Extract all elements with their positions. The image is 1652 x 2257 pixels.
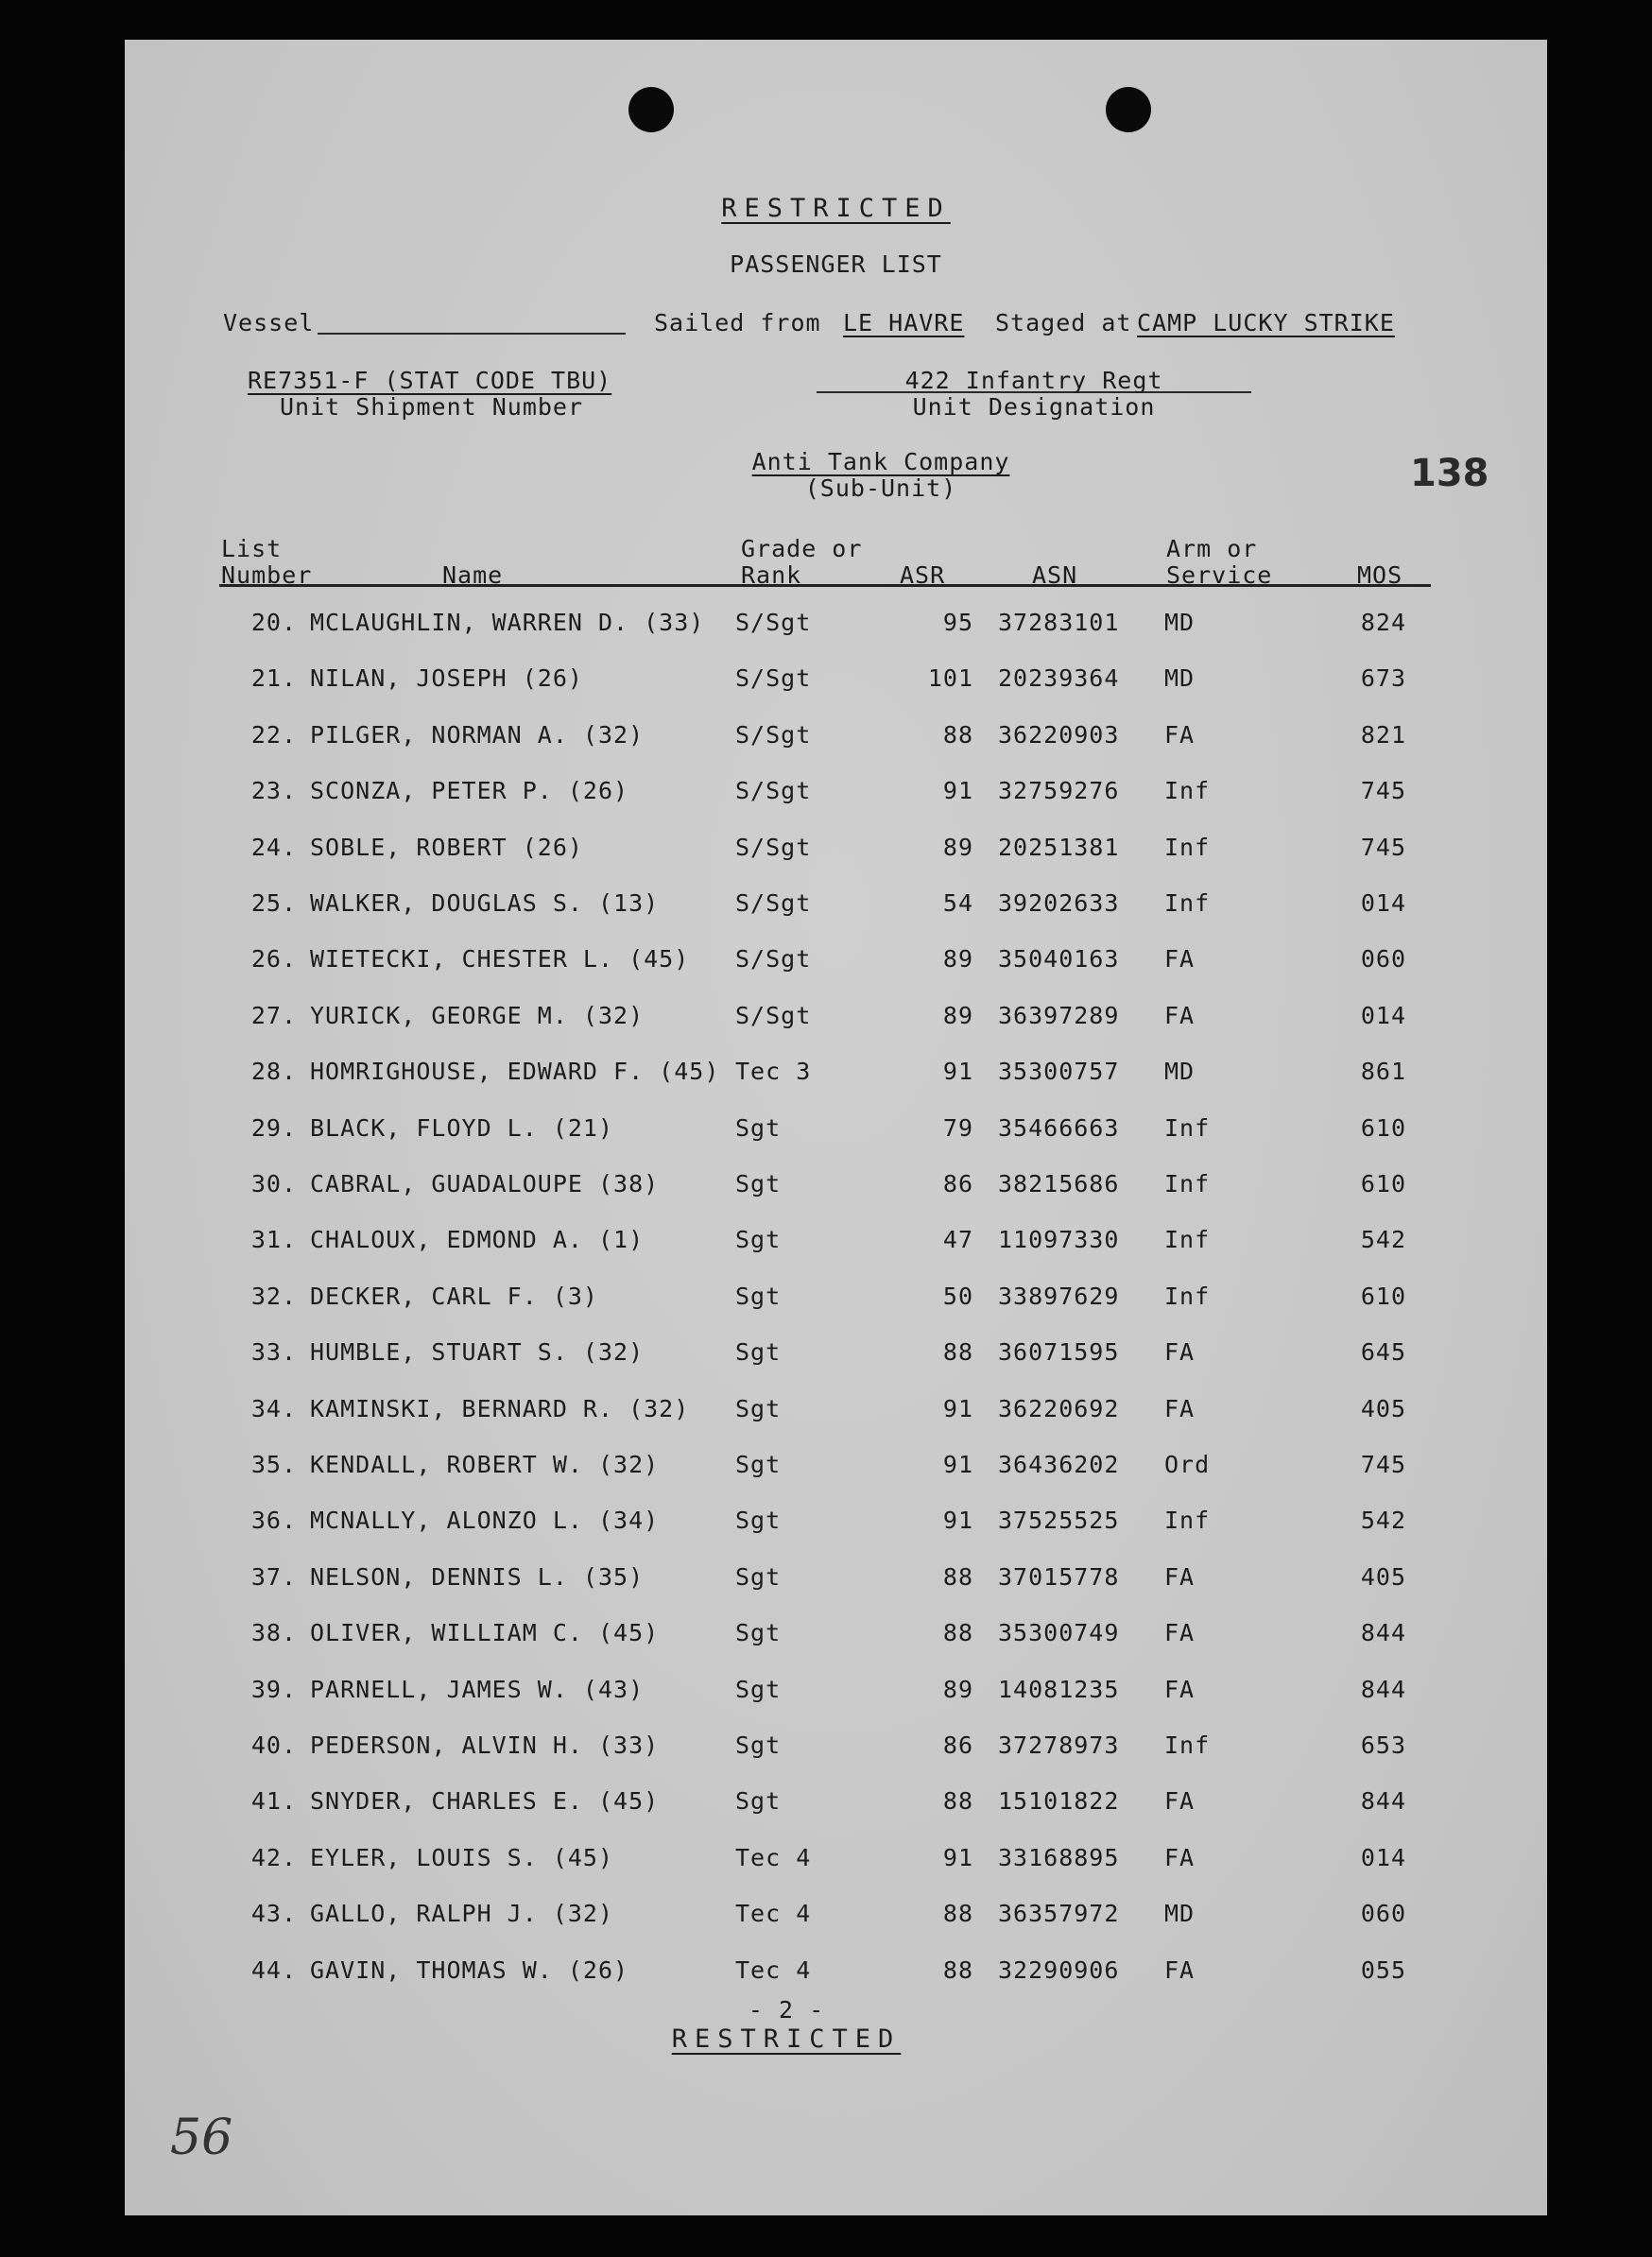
mos-code: 610	[1360, 1170, 1406, 1197]
table-row	[125, 1058, 1547, 1095]
passenger-name: KAMINSKI, BERNARD R. (32)	[310, 1394, 690, 1422]
passenger-name: DECKER, CARL F. (3)	[310, 1282, 598, 1310]
col-mos: MOS	[1357, 561, 1403, 589]
arm-service: FA	[1164, 1001, 1196, 1029]
list-number: 26.	[250, 945, 297, 973]
table-row	[125, 1787, 1547, 1825]
asr-score: 91	[942, 1843, 973, 1871]
mos-code: 060	[1360, 945, 1406, 973]
col-asn: ASN	[1032, 561, 1078, 589]
table-row	[125, 1395, 1547, 1433]
table-row	[125, 945, 1547, 983]
asn-number: 35300757	[998, 1058, 1120, 1086]
mos-code: 821	[1360, 720, 1406, 749]
col-name: Name	[442, 561, 504, 589]
mos-code: 745	[1360, 777, 1406, 805]
grade-rank: S/Sgt	[735, 1001, 812, 1029]
list-number: 31.	[250, 1226, 297, 1254]
asr-score: 89	[942, 1001, 973, 1029]
passenger-name: GALLO, RALPH J. (32)	[310, 1900, 614, 1928]
list-number: 34.	[250, 1394, 297, 1422]
grade-rank: S/Sgt	[735, 889, 812, 917]
asr-score: 88	[942, 1900, 973, 1928]
table-row	[125, 721, 1547, 759]
table-row	[125, 1114, 1547, 1152]
asn-number: 37278973	[998, 1732, 1120, 1759]
grade-rank: Sgt	[735, 1451, 782, 1478]
list-number: 39.	[250, 1675, 297, 1703]
asr-score: 88	[942, 720, 973, 749]
list-number: 38.	[250, 1619, 297, 1647]
passenger-name: CABRAL, GUADALOUPE (38)	[310, 1170, 660, 1197]
asr-score: 89	[942, 1675, 973, 1703]
asr-score: 88	[942, 1787, 973, 1816]
list-number: 41.	[250, 1787, 297, 1816]
passenger-name: SNYDER, CHARLES E. (45)	[310, 1787, 660, 1816]
table-row	[125, 1619, 1547, 1657]
grade-rank: Sgt	[735, 1507, 782, 1535]
mos-code: 824	[1360, 609, 1406, 636]
arm-service: Inf	[1164, 833, 1211, 861]
sailed-from-label: Sailed from	[654, 309, 821, 336]
asr-score: 88	[942, 1619, 973, 1647]
passenger-name: SOBLE, ROBERT (26)	[310, 833, 583, 861]
mos-code: 542	[1360, 1226, 1406, 1254]
passenger-name: PARNELL, JAMES W. (43)	[310, 1675, 645, 1703]
mos-code: 405	[1360, 1394, 1406, 1422]
list-number: 28.	[250, 1058, 297, 1086]
passenger-name: PEDERSON, ALVIN H. (33)	[310, 1732, 660, 1759]
asn-number: 14081235	[998, 1675, 1120, 1703]
table-row	[125, 1451, 1547, 1489]
passenger-name: MCLAUGHLIN, WARREN D. (33)	[310, 609, 705, 636]
mos-code: 844	[1360, 1675, 1406, 1703]
table-row	[125, 1226, 1547, 1264]
passenger-name: PILGER, NORMAN A. (32)	[310, 720, 645, 749]
mos-code: 861	[1360, 1058, 1406, 1086]
arm-service: Inf	[1164, 1226, 1211, 1254]
page-stamp: 138	[1410, 452, 1489, 495]
mos-code: 014	[1360, 1001, 1406, 1029]
grade-rank: Tec 3	[735, 1058, 812, 1086]
col-list-line2: Number	[221, 561, 313, 589]
asr-score: 88	[942, 1955, 973, 1984]
list-number: 37.	[250, 1562, 297, 1591]
asn-number: 35300749	[998, 1619, 1120, 1647]
document-title: PASSENGER LIST	[730, 250, 942, 278]
arm-service: FA	[1164, 945, 1196, 973]
passenger-name: NELSON, DENNIS L. (35)	[310, 1562, 645, 1591]
asn-number: 35040163	[998, 945, 1120, 973]
vessel-label: Vessel	[223, 309, 315, 336]
sub-unit: Anti Tank Company	[751, 448, 1010, 475]
table-row	[125, 1844, 1547, 1882]
asr-score: 50	[942, 1282, 973, 1310]
list-number: 27.	[250, 1001, 297, 1029]
grade-rank: S/Sgt	[735, 833, 812, 861]
asn-number: 11097330	[998, 1226, 1120, 1254]
grade-rank: S/Sgt	[735, 945, 812, 973]
asn-number: 36220692	[998, 1394, 1120, 1422]
asr-score: 86	[942, 1732, 973, 1759]
grade-rank: Sgt	[735, 1675, 782, 1703]
asr-score: 86	[942, 1170, 973, 1197]
asn-number: 38215686	[998, 1170, 1120, 1197]
list-number: 42.	[250, 1843, 297, 1871]
asn-number: 35466663	[998, 1113, 1120, 1142]
table-row	[125, 1170, 1547, 1208]
grade-rank: Tec 4	[735, 1843, 812, 1871]
arm-service: Inf	[1164, 1113, 1211, 1142]
mos-code: 673	[1360, 664, 1406, 693]
asr-score: 89	[942, 945, 973, 973]
mos-code: 844	[1360, 1787, 1406, 1816]
arm-service: MD	[1164, 1900, 1196, 1928]
asr-score: 88	[942, 1338, 973, 1367]
mos-code: 055	[1360, 1955, 1406, 1984]
passenger-name: KENDALL, ROBERT W. (32)	[310, 1451, 660, 1478]
passenger-name: HOMRIGHOUSE, EDWARD F. (45)	[310, 1058, 720, 1086]
list-number: 20.	[250, 609, 297, 636]
grade-rank: Tec 4	[735, 1900, 812, 1928]
col-grade-line1: Grade or	[741, 535, 863, 562]
asr-score: 101	[927, 664, 973, 693]
sailed-from-value: LE HAVRE	[843, 309, 965, 336]
asr-score: 91	[942, 1451, 973, 1478]
arm-service: FA	[1164, 1787, 1196, 1816]
grade-rank: Sgt	[735, 1619, 782, 1647]
arm-service: FA	[1164, 1394, 1196, 1422]
passenger-name: OLIVER, WILLIAM C. (45)	[310, 1619, 660, 1647]
col-grade-line2: Rank	[741, 561, 802, 589]
table-row	[125, 1507, 1547, 1544]
asr-score: 91	[942, 1507, 973, 1535]
arm-service: Inf	[1164, 777, 1211, 805]
asn-number: 36397289	[998, 1001, 1120, 1029]
passenger-name: NILAN, JOSEPH (26)	[310, 664, 583, 693]
asn-number: 32290906	[998, 1955, 1120, 1984]
punch-hole-left	[628, 87, 674, 132]
passenger-name: YURICK, GEORGE M. (32)	[310, 1001, 645, 1029]
list-number: 43.	[250, 1900, 297, 1928]
restricted-header: RESTRICTED	[721, 194, 951, 223]
mos-code: 610	[1360, 1282, 1406, 1310]
passenger-name: GAVIN, THOMAS W. (26)	[310, 1955, 629, 1984]
list-number: 44.	[250, 1955, 297, 1984]
table-row	[125, 609, 1547, 646]
list-number: 24.	[250, 833, 297, 861]
arm-service: Inf	[1164, 1170, 1211, 1197]
grade-rank: Sgt	[735, 1226, 782, 1254]
unit-designation-label: Unit Designation	[912, 393, 1156, 421]
page-number: - 2 -	[748, 1996, 825, 2024]
table-row	[125, 1956, 1547, 1994]
asr-score: 91	[942, 1394, 973, 1422]
table-row	[125, 889, 1547, 927]
mos-code: 060	[1360, 1900, 1406, 1928]
list-number: 32.	[250, 1282, 297, 1310]
table-row	[125, 1338, 1547, 1376]
grade-rank: S/Sgt	[735, 777, 812, 805]
grade-rank: Sgt	[735, 1113, 782, 1142]
passenger-name: WIETECKI, CHESTER L. (45)	[310, 945, 690, 973]
unit-shipment-number: RE7351-F (STAT CODE TBU)	[248, 367, 612, 394]
table-row	[125, 664, 1547, 702]
asn-number: 36436202	[998, 1451, 1120, 1478]
asn-number: 37525525	[998, 1507, 1120, 1535]
col-arm-line1: Arm or	[1166, 535, 1258, 562]
header-rule	[219, 584, 1431, 587]
grade-rank: Sgt	[735, 1282, 782, 1310]
grade-rank: Sgt	[735, 1170, 782, 1197]
table-row	[125, 1732, 1547, 1769]
staged-at-label: Staged at	[995, 309, 1132, 336]
asn-number: 32759276	[998, 777, 1120, 805]
grade-rank: Sgt	[735, 1732, 782, 1759]
mos-code: 653	[1360, 1732, 1406, 1759]
arm-service: Inf	[1164, 1732, 1211, 1759]
asn-number: 39202633	[998, 889, 1120, 917]
arm-service: Inf	[1164, 1282, 1211, 1310]
arm-service: MD	[1164, 609, 1196, 636]
arm-service: FA	[1164, 1955, 1196, 1984]
arm-service: FA	[1164, 1843, 1196, 1871]
arm-service: FA	[1164, 1338, 1196, 1367]
asn-number: 37283101	[998, 609, 1120, 636]
table-row	[125, 1900, 1547, 1938]
arm-service: FA	[1164, 1562, 1196, 1591]
arm-service: FA	[1164, 1619, 1196, 1647]
unit-shipment-label: Unit Shipment Number	[280, 393, 584, 421]
vessel-blank	[318, 333, 626, 335]
col-arm-line2: Service	[1166, 561, 1273, 589]
col-list-line1: List	[221, 535, 283, 562]
mos-code: 610	[1360, 1113, 1406, 1142]
list-number: 36.	[250, 1507, 297, 1535]
handwritten-number: 56	[170, 2110, 233, 2166]
asn-number: 37015778	[998, 1562, 1120, 1591]
staged-at-value: CAMP LUCKY STRIKE	[1137, 309, 1395, 336]
asr-score: 91	[942, 777, 973, 805]
mos-code: 542	[1360, 1507, 1406, 1535]
grade-rank: S/Sgt	[735, 720, 812, 749]
asr-score: 79	[942, 1113, 973, 1142]
passenger-name: WALKER, DOUGLAS S. (13)	[310, 889, 660, 917]
arm-service: MD	[1164, 1058, 1196, 1086]
list-number: 40.	[250, 1732, 297, 1759]
unit-designation: 422 Infantry Regt	[904, 367, 1163, 394]
grade-rank: Sgt	[735, 1787, 782, 1816]
mos-code: 405	[1360, 1562, 1406, 1591]
arm-service: FA	[1164, 720, 1196, 749]
mos-code: 014	[1360, 1843, 1406, 1871]
table-row	[125, 777, 1547, 815]
asr-score: 54	[942, 889, 973, 917]
passenger-name: HUMBLE, STUART S. (32)	[310, 1338, 645, 1367]
passenger-name: BLACK, FLOYD L. (21)	[310, 1113, 614, 1142]
asr-score: 95	[942, 609, 973, 636]
asn-number: 33168895	[998, 1843, 1120, 1871]
table-row	[125, 1283, 1547, 1320]
asr-score: 47	[942, 1226, 973, 1254]
asn-number: 36220903	[998, 720, 1120, 749]
table-row	[125, 1676, 1547, 1714]
arm-service: FA	[1164, 1675, 1196, 1703]
mos-code: 014	[1360, 889, 1406, 917]
list-number: 23.	[250, 777, 297, 805]
arm-service: Inf	[1164, 1507, 1211, 1535]
grade-rank: Sgt	[735, 1338, 782, 1367]
asr-score: 89	[942, 833, 973, 861]
arm-service: MD	[1164, 664, 1196, 693]
list-number: 33.	[250, 1338, 297, 1367]
asr-score: 91	[942, 1058, 973, 1086]
grade-rank: Sgt	[735, 1394, 782, 1422]
document-page	[125, 40, 1547, 2215]
asn-number: 36357972	[998, 1900, 1120, 1928]
asn-number: 15101822	[998, 1787, 1120, 1816]
passenger-name: SCONZA, PETER P. (26)	[310, 777, 629, 805]
arm-service: Inf	[1164, 889, 1211, 917]
mos-code: 745	[1360, 1451, 1406, 1478]
table-row	[125, 834, 1547, 871]
grade-rank: S/Sgt	[735, 609, 812, 636]
grade-rank: Tec 4	[735, 1955, 812, 1984]
mos-code: 844	[1360, 1619, 1406, 1647]
mos-code: 645	[1360, 1338, 1406, 1367]
arm-service: Ord	[1164, 1451, 1211, 1478]
list-number: 25.	[250, 889, 297, 917]
sub-unit-label: (Sub-Unit)	[804, 474, 957, 502]
passenger-name: EYLER, LOUIS S. (45)	[310, 1843, 614, 1871]
passenger-name: CHALOUX, EDMOND A. (1)	[310, 1226, 645, 1254]
table-row	[125, 1002, 1547, 1040]
list-number: 35.	[250, 1451, 297, 1478]
passenger-name: MCNALLY, ALONZO L. (34)	[310, 1507, 660, 1535]
list-number: 21.	[250, 664, 297, 693]
restricted-footer: RESTRICTED	[671, 2024, 902, 2054]
list-number: 22.	[250, 720, 297, 749]
grade-rank: Sgt	[735, 1562, 782, 1591]
mos-code: 745	[1360, 833, 1406, 861]
list-number: 29.	[250, 1113, 297, 1142]
punch-hole-right	[1106, 87, 1151, 132]
grade-rank: S/Sgt	[735, 664, 812, 693]
asn-number: 20239364	[998, 664, 1120, 693]
list-number: 30.	[250, 1170, 297, 1197]
asr-score: 88	[942, 1562, 973, 1591]
asn-number: 33897629	[998, 1282, 1120, 1310]
asn-number: 36071595	[998, 1338, 1120, 1367]
asn-number: 20251381	[998, 833, 1120, 861]
table-row	[125, 1563, 1547, 1601]
col-asr: ASR	[900, 561, 946, 589]
